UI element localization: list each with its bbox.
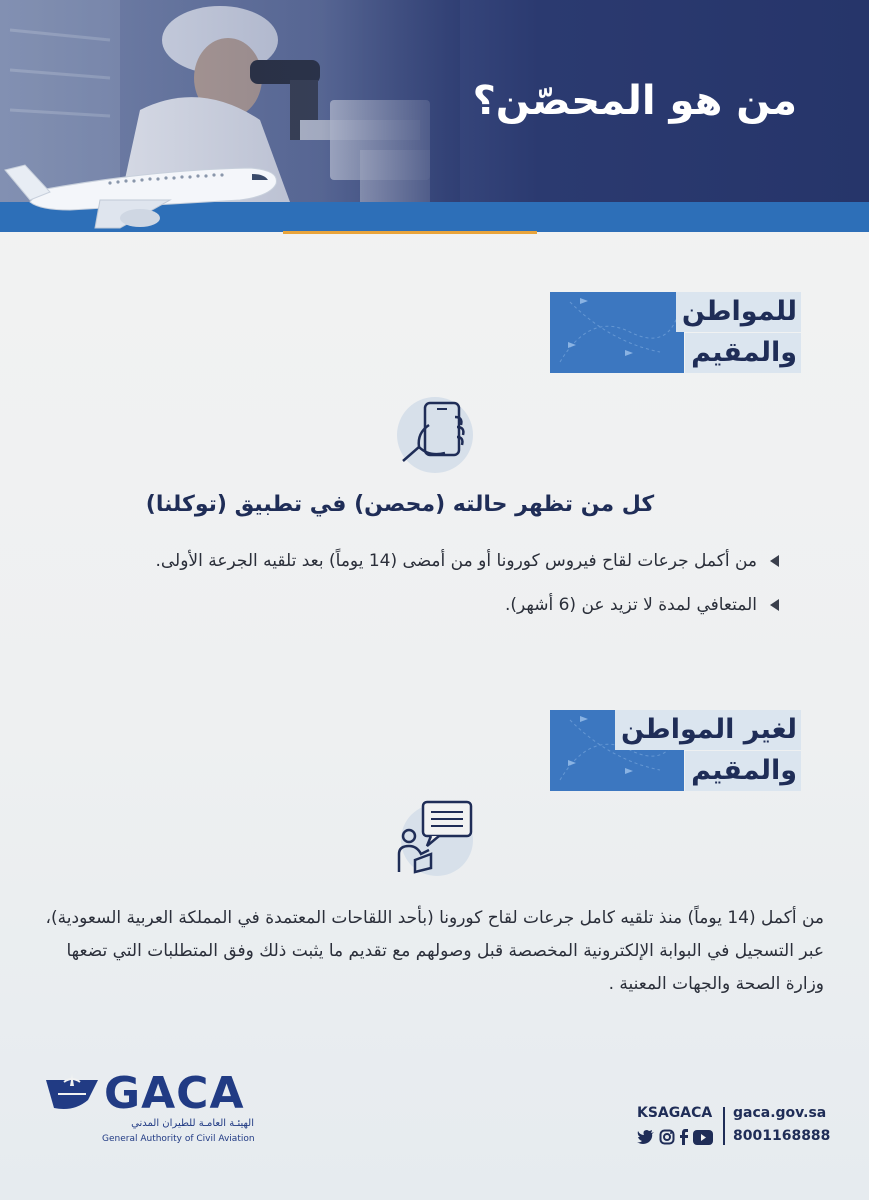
social-icons bbox=[637, 1129, 713, 1145]
badge-title-line1: لغير المواطن bbox=[615, 710, 801, 750]
phone-number[interactable]: 8001168888 bbox=[733, 1128, 831, 1144]
badge-title-line1: للمواطن bbox=[676, 292, 801, 332]
contact-block bbox=[637, 1105, 831, 1150]
bullet-text: من أكمل جرعات لقاح فيروس كورونا أو من أمضى (14 يوماً) بعد تلقيه الجرعة الأولى. bbox=[155, 551, 757, 571]
youtube-icon[interactable] bbox=[693, 1130, 713, 1145]
gaca-logo bbox=[44, 1068, 254, 1148]
instagram-icon[interactable] bbox=[659, 1129, 675, 1145]
bullet-arrow-icon bbox=[770, 555, 779, 567]
contact-divider bbox=[723, 1107, 725, 1145]
badge-non-citizens bbox=[550, 710, 801, 791]
website-link[interactable]: gaca.gov.sa bbox=[733, 1105, 827, 1121]
badge-title-line2: والمقيم bbox=[685, 333, 801, 373]
logo-arabic-name: الهيئـة العامـة للطيران المدني bbox=[131, 1118, 254, 1129]
logo-english-name: General Authority of Civil Aviation bbox=[102, 1134, 255, 1144]
badge-label bbox=[676, 292, 801, 373]
person-speech-bubble-icon bbox=[395, 798, 475, 878]
citizens-heading: كل من تظهر حالته (محصن) في تطبيق (توكلنا) bbox=[145, 492, 655, 517]
gaca-emblem-icon bbox=[44, 1072, 100, 1114]
page-title: من هو المحصّن؟ bbox=[472, 78, 797, 124]
facebook-icon[interactable] bbox=[679, 1129, 689, 1145]
badge-title-line2: والمقيم bbox=[685, 751, 801, 791]
social-handle: KSAGACA bbox=[637, 1105, 713, 1121]
badge-label bbox=[615, 710, 801, 791]
list-item bbox=[59, 548, 779, 574]
list-item bbox=[59, 592, 779, 618]
bullet-text: المتعافي لمدة لا تزيد عن (6 أشهر). bbox=[504, 595, 757, 615]
smartphone-hand-icon bbox=[395, 395, 475, 475]
citizens-bullet-list bbox=[59, 548, 779, 636]
non-citizens-paragraph: من أكمل (14 يوماً) منذ تلقيه كامل جرعات لقاح كورونا (بأحد اللقاحات المعتمدة في المملكة العربية السعودية)، عبر التسجيل في البوابة الإلكترونية المخصصة قبل وصولهم مع تقديم ما يثبت ذلك وفق المتطلبات التي تضعها وزارة الصحة والجهات المعنية . bbox=[45, 908, 824, 994]
twitter-icon[interactable] bbox=[637, 1129, 655, 1145]
logo-wordmark: GACA bbox=[104, 1068, 245, 1119]
header-accent-line bbox=[283, 231, 537, 234]
airplane-icon bbox=[0, 150, 290, 240]
airplane-pattern bbox=[550, 292, 684, 373]
badge-citizens bbox=[550, 292, 801, 373]
bullet-arrow-icon bbox=[770, 599, 779, 611]
